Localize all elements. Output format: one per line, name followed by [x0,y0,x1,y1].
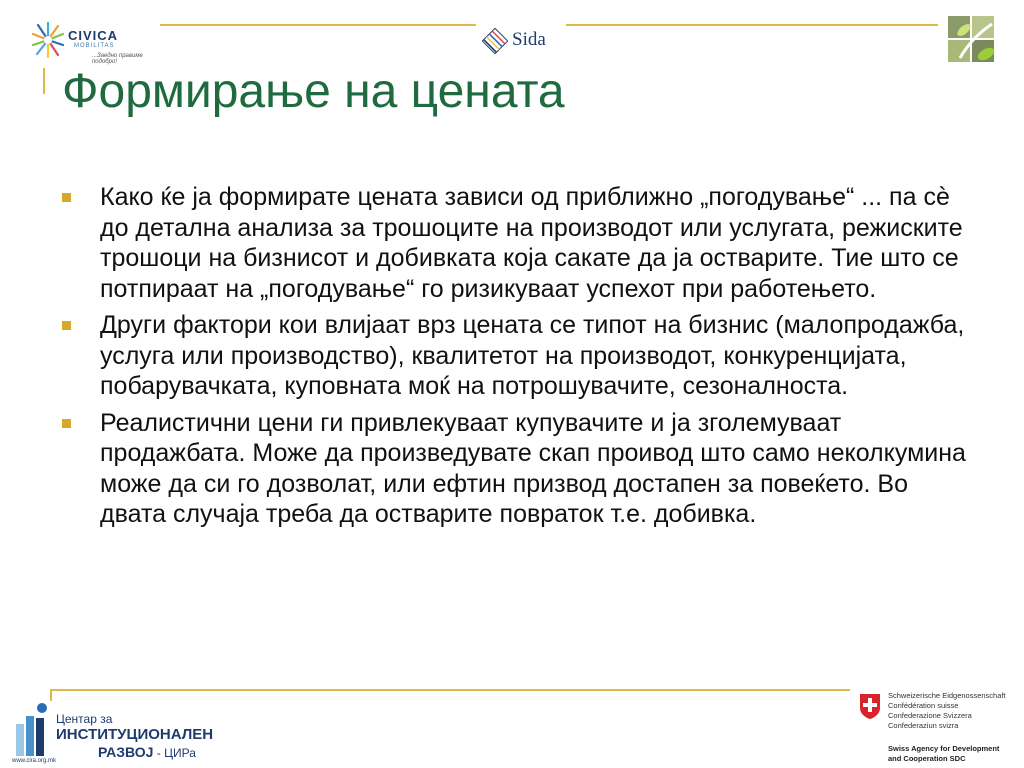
bullet-text: Како ќе ја формирате цената зависи од приближно „погодување“ ... па сѐ до детална анализа за трошоците на производот или услугата, режиските трошоци на бизнисот и добивката која сакате да ја остварите. Тие што се потпираат на „погодување“ го ризикуваат успехот при работењето. [100,183,963,303]
bullet-square-icon [62,321,71,330]
swiss-cross-icon [858,692,882,720]
header-rule-right [566,24,938,26]
leaf-logo [946,14,998,70]
sdc-logo [856,690,1022,768]
sida-name: Sida [512,29,546,50]
sdc-lang-rm: Confederaziun svizra [888,721,959,730]
header-rule-left [160,24,476,26]
footer-rule-tick [50,689,52,701]
bullet-text: Реалистични цени ги привлекуваат купувачите и ја зголемуваат продажбата. Може да произведувате скап проивод што само неколкумина може да си го дозволат, или ефтин призвод достапен за повеќето. Во двата случаја треба да остварите повраток т.е. добивка. [100,408,966,528]
bullet-item [60,408,980,530]
sdc-lang-de: Schweizerische Eidgenossenschaft [888,691,1006,700]
bullet-text: Други фактори кои влијаат врз цената се типот на бизнис (малопродажба, услуга или производство), квалитетот на производот, конкуренцијата, побарувачката, куповната моќ на потрошувачите, сезоналноста. [100,311,965,400]
sida-emblem-icon [482,28,508,54]
sdc-agency [888,744,999,764]
title-accent-tick [43,68,45,94]
leaf-logo-icon [946,14,998,70]
cira-logo [10,702,214,766]
sdc-lang-fr: Confédération suisse [888,701,959,710]
bullet-square-icon [62,419,71,428]
cira-line3 [98,744,196,760]
civica-logo [30,12,160,68]
bullet-square-icon [62,193,71,202]
cira-line1: Центар за [56,712,113,726]
cira-line2: ИНСТИТУЦИОНАЛЕН [56,726,214,743]
civica-sub: MOBILITAS [74,43,115,49]
sdc-lang-it: Confederazione Svizzera [888,711,972,720]
sdc-agency-line1: Swiss Agency for Development [888,744,1000,753]
civica-name: CIVICA [68,28,119,43]
slide-title: Формирање на цената [62,65,565,118]
bullet-list [60,182,980,536]
bullet-item [60,310,980,402]
cira-line3-suffix: - ЦИРа [153,746,196,760]
cira-bars-icon [10,702,52,758]
cira-line3-main: РАЗВОЈ [98,744,154,760]
footer-rule [50,689,850,691]
civica-sunburst-icon [30,20,66,60]
bullet-item [60,182,980,304]
civica-tagline: ...Заедно правиме подобро! [92,53,143,65]
sdc-languages [888,691,1006,731]
sida-logo [482,28,562,54]
cira-url: www.cira.org.mk [12,758,57,764]
sdc-agency-line2: and Cooperation SDC [888,754,966,763]
